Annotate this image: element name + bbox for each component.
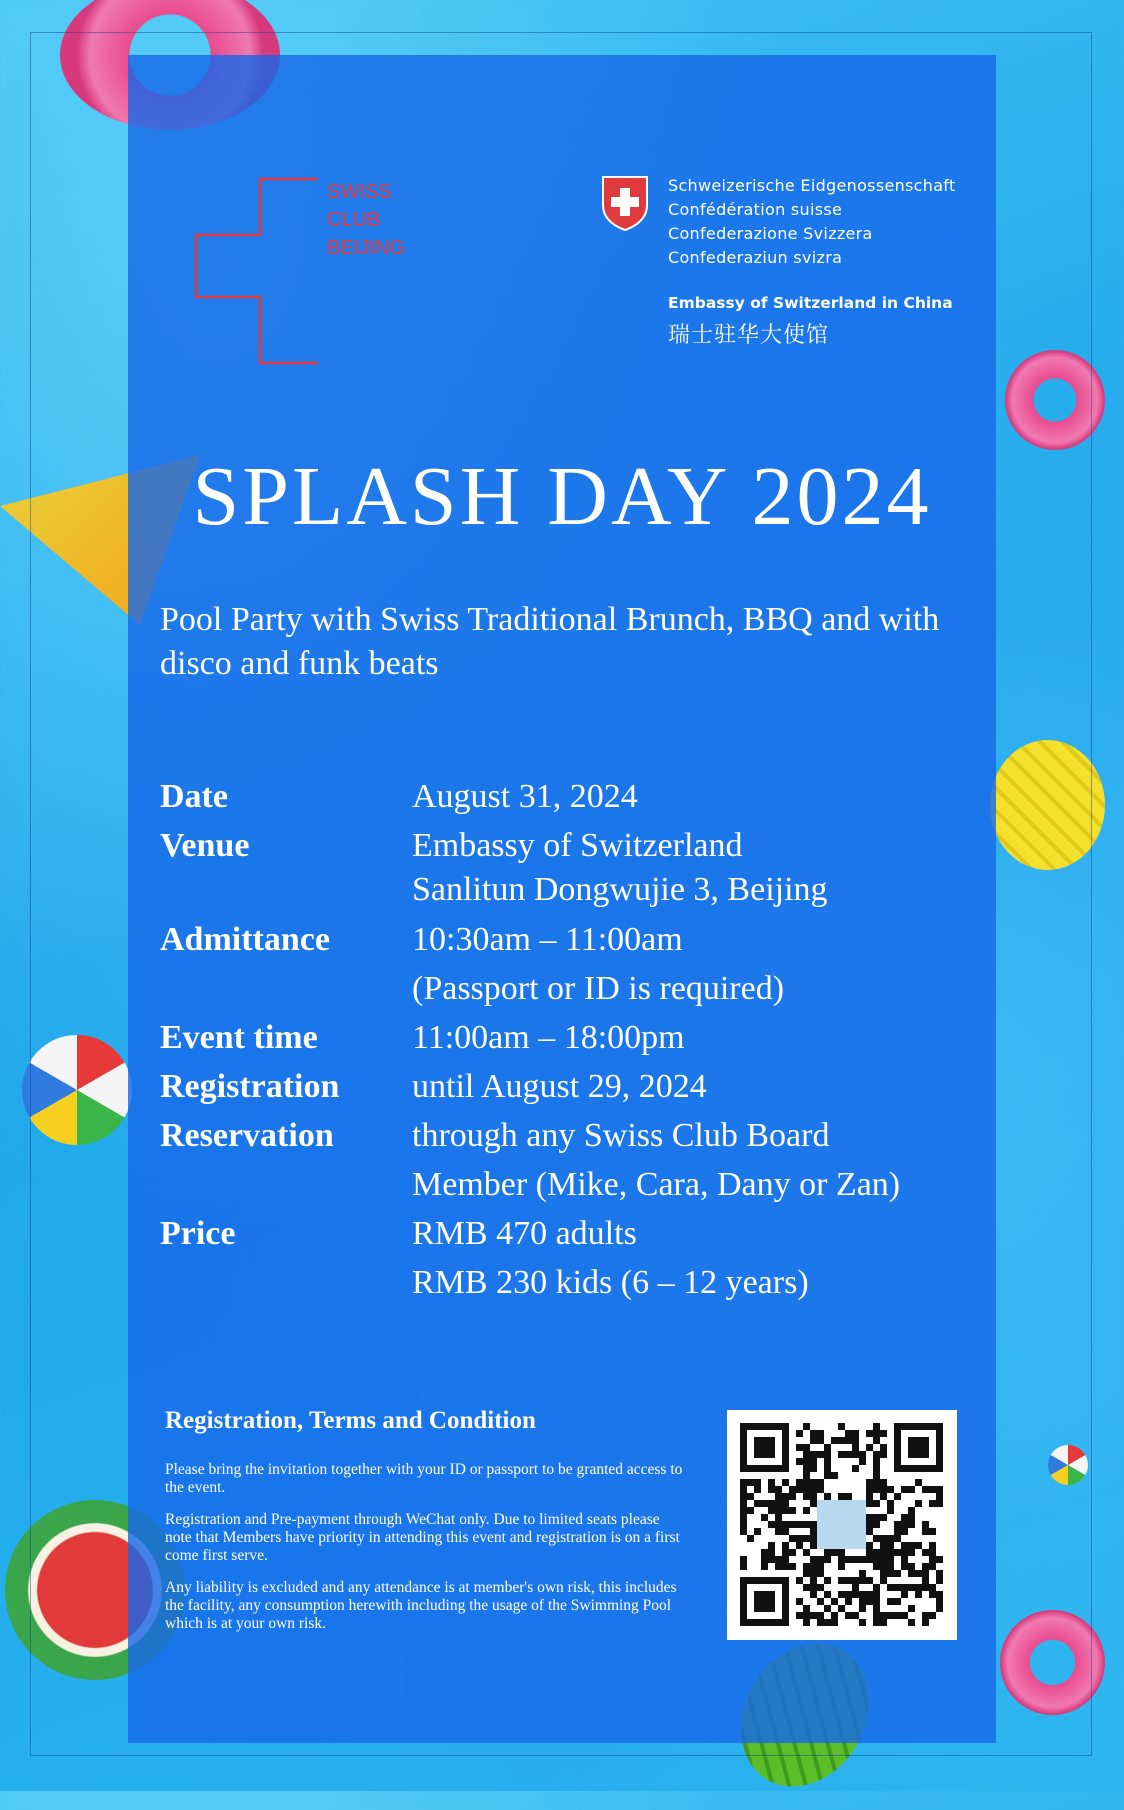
detail-label: Price [160,1215,236,1252]
detail-value: Sanlitun Dongwujie 3, Beijing [412,871,828,908]
confederation-line: Confédération suisse [668,200,843,219]
terms-paragraph: Any liability is excluded and any attendance is at member's own risk, this includes the facility, any consumption herewith including the usage of the Swimming Pool which is at your own risk. [165,1579,677,1632]
swiss-club-logo-mark [190,175,320,365]
logo-line: BEIJING [327,237,405,259]
logo-line: SWISS [327,181,392,203]
detail-label: Admittance [160,921,330,958]
confederation-line: Confederazione Svizzera [668,224,873,243]
wechat-qr-code[interactable] [727,1410,957,1640]
qr-code-icon [727,1410,957,1640]
detail-value: RMB 470 adults [412,1215,637,1252]
terms-title: Registration, Terms and Condition [165,1407,536,1434]
detail-value: through any Swiss Club Board [412,1117,830,1154]
detail-value: 11:00am – 18:00pm [412,1019,685,1056]
detail-value: Embassy of Switzerland [412,827,743,864]
event-subtitle: Pool Party with Swiss Traditional Brunch, BBQ and with disco and funk beats [160,601,940,682]
detail-label: Venue [160,827,250,864]
detail-label: Event time [160,1019,318,1056]
detail-value: August 31, 2024 [412,778,638,815]
detail-value: until August 29, 2024 [412,1068,707,1105]
embassy-name: Embassy of Switzerland in China [668,294,953,312]
confederation-line: Confederaziun svizra [668,248,843,267]
detail-label: Registration [160,1068,340,1105]
event-title: SPLASH DAY 2024 [192,450,932,543]
detail-label: Date [160,778,228,815]
terms-paragraph: Please bring the invitation together with your ID or passport to be granted access to the event. [165,1461,683,1496]
detail-value: RMB 230 kids (6 – 12 years) [412,1264,809,1301]
detail-value: (Passport or ID is required) [412,970,785,1007]
logo-line: CLUB [327,209,381,231]
swiss-shield-icon [600,175,650,231]
detail-value: 10:30am – 11:00am [412,921,683,958]
confederation-line: Schweizerische Eidgenossenschaft [668,176,956,195]
confederation-names [668,174,956,270]
detail-label: Reservation [160,1117,334,1154]
embassy-name-chinese: 瑞士驻华大使馆 [668,323,830,348]
terms-paragraph: Registration and Pre-payment through WeChat only. Due to limited seats please note that Members have priority in attending this event and registration is on a first come first serve. [165,1511,680,1564]
swiss-club-logo-text [327,178,405,262]
detail-value: Member (Mike, Cara, Dany or Zan) [412,1166,901,1203]
